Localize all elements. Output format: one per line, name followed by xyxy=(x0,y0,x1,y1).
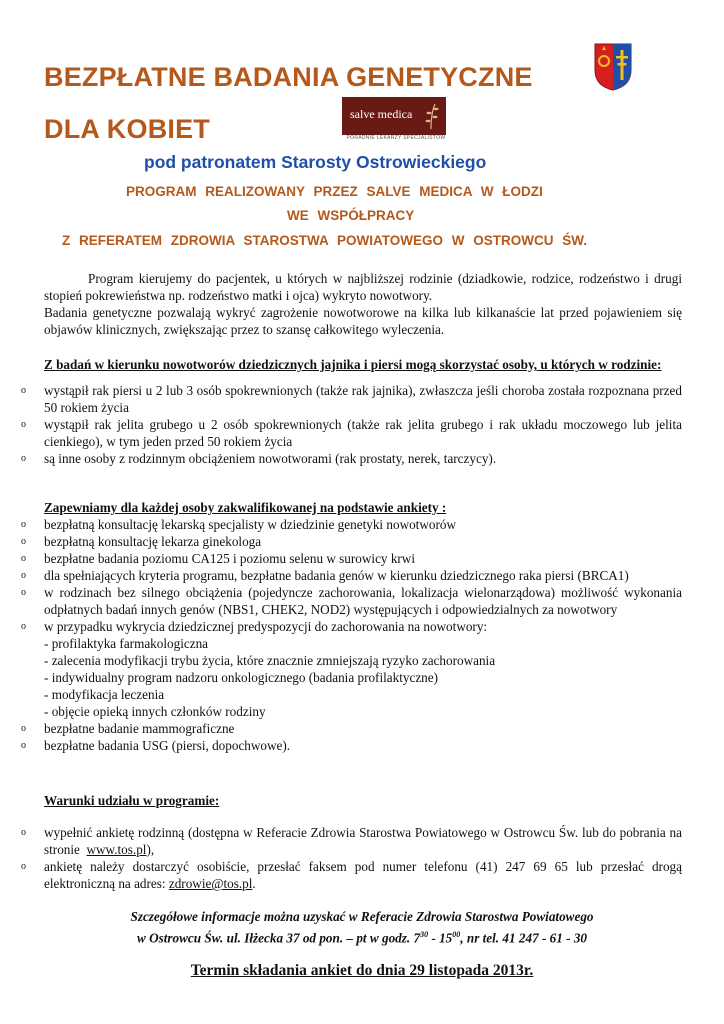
list-item: o bezpłatną konsultację lekarską specjalisty w dziedzinie genetyki nowotworów xyxy=(21,517,456,532)
program-line-3: Z REFERATEM ZDROWIA STAROSTWA POWIATOWEGO W OSTROWCU ŚW. xyxy=(62,233,587,248)
bullet-icon: o xyxy=(21,453,26,464)
intro-paragraph-1: Program kierujemy do pacjentek, u których w najbliższej rodzinie (dziadkowie, rodzice, rodzeństwo i drugi stopień pokrewieństwa np. rodzeństwo matki i ojca) wykryto nowotwory. xyxy=(44,271,682,303)
predisposition-sublist xyxy=(44,635,682,720)
bullet-icon: o xyxy=(21,519,26,530)
salve-medica-logo xyxy=(342,97,446,135)
bullet-icon: o xyxy=(21,621,26,632)
bullet-icon: o xyxy=(21,861,26,872)
contact-note xyxy=(60,908,664,947)
benefits-list xyxy=(0,516,682,754)
list-item: o bezpłatne badania poziomu CA125 i poziomu selenu w surowicy krwi xyxy=(21,551,415,566)
list-item: o ankietę należy dostarczyć osobiście, przesłać faksem pod numer telefonu (41) 247 69 65 lub przesłać drogą elektroniczną na adres: zdrowie@tos.pl. xyxy=(21,859,682,891)
sublist-item: - indywidualny program nadzoru onkologicznego (badania profilaktyczne) xyxy=(44,670,439,685)
bullet-icon: o xyxy=(21,740,26,751)
sublist-item: - profilaktyka farmakologiczna xyxy=(44,636,209,651)
contact-note-line-1: Szczegółowe informacje można uzyskać w Referacie Zdrowia Starostwa Powiatowego xyxy=(130,909,594,924)
deadline-text: Termin składania ankiet do dnia 29 listopada 2013r. xyxy=(190,962,534,979)
section-eligibility xyxy=(21,356,682,467)
intro-paragraph-2: Badania genetyczne pozwalają wykryć zagrożenie nowotworowe na kilka lub kilkanaście lat przed pojawieniem się objawów klinicznych, zwiększając przez to szansę całkowitego wyleczenia. xyxy=(44,305,682,337)
list-item: o są inne osoby z rodzinnym obciążeniem nowotworami (rak prostaty, nerek, tarczycy). xyxy=(21,451,497,466)
program-line-1: PROGRAM REALIZOWANY PRZEZ SALVE MEDICA W ŁODZI xyxy=(126,184,543,199)
subtitle: pod patronatem Starosty Ostrowieckiego xyxy=(144,152,487,172)
bullet-icon: o xyxy=(21,723,26,734)
list-item: o bezpłatne badania USG (piersi, dopochwowe). xyxy=(21,738,291,753)
bullet-icon: o xyxy=(21,553,26,564)
bullet-icon: o xyxy=(21,570,26,581)
sublist-item: - objęcie opieką innych członków rodziny xyxy=(44,704,266,719)
section-benefits-heading: Zapewniamy dla każdej osoby zakwalifikowanej na podstawie ankiety : xyxy=(44,500,447,515)
bullet-icon: o xyxy=(21,587,26,598)
bullet-icon: o xyxy=(21,419,26,430)
contact-note-line-2: w Ostrowcu Św. ul. Iłżecka 37 od pon. – pt w godz. $7^{30} - 15^{00}$, nr tel. 41 247 - 61 - 30 xyxy=(136,930,588,946)
program-line-2: WE WSPÓŁPRACY xyxy=(287,208,415,223)
section-conditions-heading: Warunki udziału w programie: xyxy=(44,793,220,808)
bullet-icon: o xyxy=(21,827,26,838)
bullet-icon: o xyxy=(21,385,26,396)
list-item: o wypełnić ankietę rodzinną (dostępna w Referacie Zdrowia Starostwa Powiatowego w Ostrowcu Św. lub do pobrania na stronie www.tos.pl), xyxy=(21,825,682,857)
bullet-icon: o xyxy=(21,536,26,547)
website-link[interactable]: www.tos.pl xyxy=(86,842,147,857)
list-item: o w rodzinach bez silnego obciążenia (pojedyncze zachorowania, lokalizacja wielonarządowa) możliwość wykonania odpłatnych badań innych genów (NBS1, CHEK2, NOD2) występujących i odpowiedzialnych za nowotwory xyxy=(21,585,682,617)
sublist-item: - zalecenia modyfikacji trybu życia, które znacznie zmniejszają ryzyko zachorowania xyxy=(44,653,496,668)
section-conditions xyxy=(21,792,682,892)
conditions-list xyxy=(0,824,682,892)
list-item: o wystąpił rak piersi u 2 lub 3 osób spokrewnionych (także rak jajnika), zwłaszcza jeśli choroba została rozpoznana przed 50 rokiem życia xyxy=(21,383,682,415)
list-item: o w przypadku wykrycia dziedzicznej predyspozycji do zachorowania na nowotwory: - profilaktyka farmakologiczna - zalecenia modyfikacji trybu życia, które znacznie zmniejszają ryzyko zachorowania - indywidualny program nadzoru onkologicznego (badania profilaktyczne) - modyfikacja leczenia - objęcie opieką innych członków rodziny xyxy=(0,618,682,720)
section-eligibility-heading: Z badań w kierunku nowotworów dziedzicznych jajnika i piersi mogą skorzystać osoby, u których w rodzinie: xyxy=(44,357,662,372)
eligibility-list xyxy=(0,382,682,467)
leaf-icon xyxy=(420,101,442,131)
title-line-2: DLA KOBIET xyxy=(44,114,210,144)
logo-caption: PORADNIE LEKARZY SPECJALISTÓW xyxy=(346,135,446,141)
logo-text: salve medica xyxy=(350,107,413,121)
crest-icon xyxy=(593,42,633,92)
list-item: o dla spełniających kryteria programu, bezpłatne badania genów w kierunku dziedzicznego raka piersi (BRCA1) xyxy=(21,568,629,583)
list-item: o wystąpił rak jelita grubego u 2 osób spokrewnionych (także rak jelita grubego i rak układu moczowego lub jelita cienkiego), w tym jeden przed 50 rokiem życia xyxy=(21,417,682,449)
sublist-item: - modyfikacja leczenia xyxy=(44,687,165,702)
list-item: o bezpłatne badanie mammograficzne xyxy=(21,721,235,736)
list-item: o bezpłatną konsultację lekarza ginekologa xyxy=(21,534,262,549)
title-line-1: BEZPŁATNE BADANIA GENETYCZNE xyxy=(44,62,533,92)
email-link[interactable]: zdrowie@tos.pl xyxy=(168,876,253,891)
section-benefits xyxy=(21,499,682,754)
intro-text xyxy=(44,270,682,338)
